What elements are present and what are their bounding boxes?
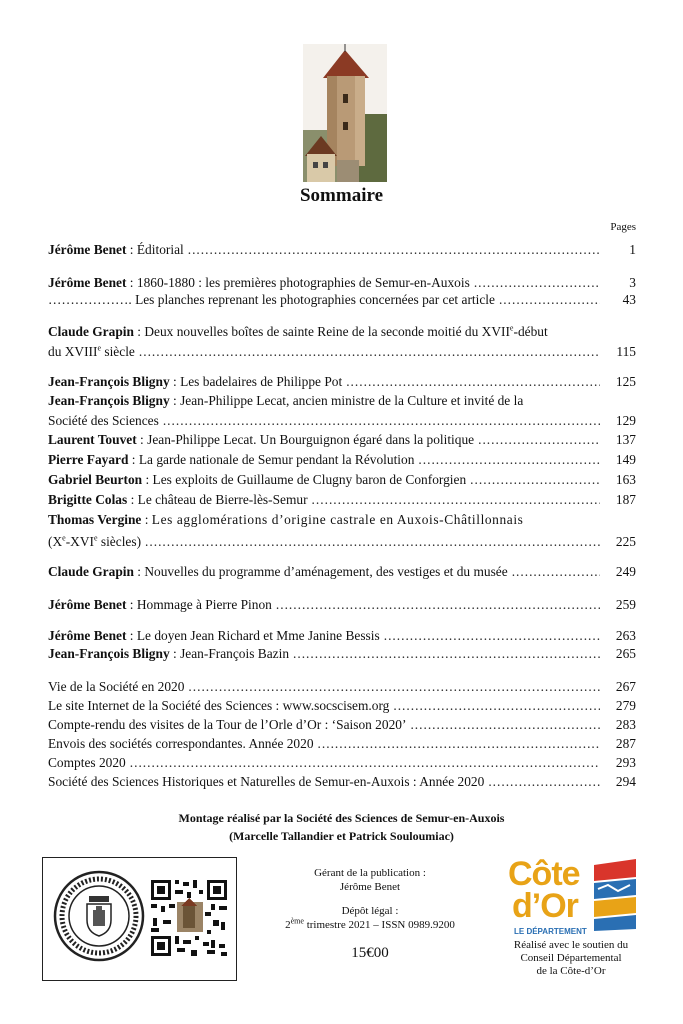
dot-leader	[470, 471, 600, 488]
entry-title-cont: siècles)	[97, 534, 142, 549]
dot-leader	[512, 563, 600, 580]
superscript: e	[93, 533, 98, 543]
entry-author: Thomas Vergine	[48, 512, 142, 527]
dot-leader	[188, 241, 600, 258]
entry-title: La garde nationale de Semur pendant la Révolution	[138, 452, 415, 467]
dot-leader	[499, 291, 600, 308]
entry-page: 294	[615, 774, 636, 789]
entry-title: Les agglomérations d’origine castrale en Auxois-Châtillonnais	[151, 512, 524, 527]
logo-line-1: Côte	[508, 855, 580, 893]
qr-code-icon[interactable]	[149, 878, 229, 958]
superscript: e	[62, 533, 66, 543]
logo-department: LE DÉPARTEMENT	[514, 927, 587, 936]
entry-title-cont: siècle	[101, 344, 135, 359]
logo-flag-icon	[594, 859, 636, 931]
toc-entry[interactable]	[48, 291, 636, 308]
dot-leader	[293, 645, 600, 662]
entry-author: Pierre Fayard	[48, 452, 129, 467]
entry-page: 187	[615, 492, 636, 507]
entry-title: Le doyen Jean Richard et Mme Janine Bessis	[136, 628, 380, 643]
dot-leader	[139, 343, 600, 360]
entry-prefix: ……………….	[48, 292, 132, 307]
credits-line-1: Montage réalisé par la Société des Sciences de Semur-en-Auxois	[178, 811, 505, 825]
entry-page: 3	[629, 275, 636, 290]
toc-entry[interactable]: Claude Grapin : Nouvelles du programme d’aménagement, des vestiges et du musée ..... 249	[48, 563, 636, 580]
dot-leader	[418, 451, 600, 468]
publication-info	[270, 866, 470, 960]
entry-title: Deux nouvelles boîtes de sainte Reine de la seconde moitié du XVII	[144, 324, 510, 339]
entry-title-cont: (X	[48, 534, 63, 549]
legal-rest: trimestre 2021 – ISSN 0989.9200	[303, 919, 455, 931]
entry-title: Nouvelles du programme d’aménagement, des vestiges et du musée	[144, 564, 508, 579]
cote-dor-logo	[508, 857, 636, 939]
entry-page: 293	[615, 755, 636, 770]
superscript: e	[509, 323, 514, 333]
entry-title: Comptes 2020	[48, 755, 126, 770]
entry-page: 287	[615, 736, 636, 751]
society-seal-icon	[53, 870, 145, 962]
superscript: ème	[290, 916, 304, 926]
entry-page: 265	[615, 646, 636, 661]
toc-entry[interactable]	[48, 754, 636, 771]
credits	[0, 809, 683, 845]
page-title: Sommaire	[299, 185, 384, 206]
manager-label: Gérant de la publication :	[314, 867, 426, 879]
toc-entry[interactable]	[48, 678, 636, 695]
entry-title: Le château de Bierre-lès-Semur	[137, 492, 308, 507]
dot-leader	[478, 431, 600, 448]
support-line-2: Conseil Départemental	[520, 952, 622, 964]
dot-leader	[410, 716, 600, 733]
entry-title: Les badelaires de Philippe Pot	[180, 374, 343, 389]
manager-name: Jérôme Benet	[339, 881, 401, 893]
entry-author: Brigitte Colas	[48, 492, 128, 507]
entry-author: Laurent Touvet	[48, 432, 137, 447]
credits-line-2: (Marcelle Tallandier et Patrick Souloumiac)	[229, 829, 454, 843]
dot-leader	[163, 412, 600, 429]
dot-leader	[384, 627, 600, 644]
entry-title-cont: du XVIII	[48, 344, 98, 359]
entry-title: Le site Internet de la Société des Sciences : www.socscisem.org	[48, 698, 390, 713]
entry-title: Jean-Philippe Lecat. Un Bourguignon égaré dans la politique	[147, 432, 475, 447]
toc-entry[interactable]	[48, 773, 636, 790]
entry-page: 279	[615, 698, 636, 713]
entry-author: Jean-François Bligny	[48, 374, 170, 389]
entry-title: Les exploits de Guillaume de Clugny baron de Conforgien	[152, 472, 467, 487]
dot-leader	[145, 533, 600, 550]
dot-leader	[393, 697, 600, 714]
toc-entry[interactable]: Brigitte Colas : Le château de Bierre-lès-Semur ..... 187	[48, 491, 636, 508]
entry-title-cont: Société des Sciences	[48, 413, 159, 428]
support-line-3: de la Côte-d’Or	[536, 965, 606, 977]
dot-leader	[488, 773, 600, 790]
entry-title-cont: -début	[513, 324, 548, 339]
entry-title: Compte-rendu des visites de la Tour de l’Orle d’Or : ‘Saison 2020’	[48, 717, 407, 732]
seal-qr-box	[42, 857, 237, 981]
entry-page: 163	[615, 472, 636, 487]
toc-entry[interactable]: Thomas Vergine : Les agglomérations d’origine castrale en Auxois-Châtillonnais (Xe-XVIe siècles) ..... 225	[48, 511, 636, 550]
dot-leader	[188, 678, 600, 695]
entry-page: 115	[616, 344, 636, 359]
superscript: e	[97, 343, 102, 353]
dot-leader	[318, 735, 600, 752]
toc-entry[interactable]	[48, 716, 636, 733]
entry-author: Jean-François Bligny	[48, 393, 170, 408]
entry-title: Vie de la Société en 2020	[48, 679, 185, 694]
entry-title: Société des Sciences Historiques et Naturelles de Semur-en-Auxois : Année 2020	[48, 774, 485, 789]
entry-page: 129	[615, 413, 636, 428]
entry-title: Envois des sociétés correspondantes. Année 2020	[48, 736, 314, 751]
entry-author: Claude Grapin	[48, 564, 134, 579]
entry-author: Jérôme Benet	[48, 597, 127, 612]
entry-author: Jérôme Benet	[48, 242, 127, 257]
entry-page: 125	[615, 374, 636, 389]
entry-page: 263	[615, 628, 636, 643]
price: 15€00	[351, 945, 389, 961]
entry-title: Les planches reprenant les photographies concernées par cet article	[135, 292, 495, 307]
entry-author: Jérôme Benet	[48, 628, 127, 643]
entry-title: 1860-1880 : les premières photographies de Semur-en-Auxois	[136, 275, 470, 290]
entry-author: Gabriel Beurton	[48, 472, 143, 487]
legal-label: Dépôt légal :	[341, 905, 399, 917]
entry-title: Éditorial	[136, 242, 184, 257]
legal-info	[270, 918, 470, 932]
entry-title: Jean-Philippe Lecat, ancien ministre de la Culture et invité de la	[180, 393, 524, 408]
toc-entry[interactable]: Pierre Fayard : La garde nationale de Semur pendant la Révolution ..... 149	[48, 451, 636, 468]
entry-author: Jean-François Bligny	[48, 646, 170, 661]
tower-photo	[303, 44, 387, 182]
entry-page: 267	[615, 679, 636, 694]
entry-page: 225	[615, 534, 636, 549]
toc-entry[interactable]: Laurent Touvet : Jean-Philippe Lecat. Un Bourguignon égaré dans la politique ..... 137	[48, 431, 636, 448]
entry-title: Hommage à Pierre Pinon	[136, 597, 272, 612]
toc-entry[interactable]: Jérôme Benet : 1860-1880 : les premières photographies de Semur-en-Auxois ..... 3	[48, 274, 636, 291]
dot-leader	[474, 274, 600, 291]
toc-entry[interactable]	[48, 697, 636, 714]
toc-entry[interactable]: Jean-François Bligny : Les badelaires de Philippe Pot ..... 125	[48, 373, 636, 390]
support-credit	[496, 939, 646, 978]
entry-page: 249	[615, 564, 636, 579]
dot-leader	[312, 491, 600, 508]
entry-author: Jérôme Benet	[48, 275, 127, 290]
toc-entry[interactable]: Gabriel Beurton : Les exploits de Guillaume de Clugny baron de Conforgien ..... 163	[48, 471, 636, 488]
toc-entry[interactable]: Jérôme Benet : Hommage à Pierre Pinon ..... 259	[48, 596, 636, 613]
entry-title-cont: -XVI	[65, 534, 94, 549]
toc-entry[interactable]: Claude Grapin : Deux nouvelles boîtes de sainte Reine de la seconde moitié du XVIIe-début du XVIIIe siècle ..... 115	[48, 323, 636, 360]
toc-entry[interactable]	[48, 735, 636, 752]
toc-entry[interactable]: Jean-François Bligny : Jean-François Bazin ..... 265	[48, 645, 636, 662]
logo-line-2: d’Or	[512, 887, 578, 925]
dot-leader	[276, 596, 600, 613]
entry-page: 43	[622, 292, 636, 307]
entry-page: 137	[615, 432, 636, 447]
dot-leader	[346, 373, 600, 390]
toc-entry[interactable]: Jérôme Benet : Le doyen Jean Richard et Mme Janine Bessis ..... 263	[48, 627, 636, 644]
support-line-1: Réalisé avec le soutien du	[513, 939, 629, 951]
legal-ordinal: 2	[285, 919, 291, 931]
toc-entry[interactable]: Jérôme Benet : Éditorial ..... 1	[48, 241, 636, 258]
entry-title: Jean-François Bazin	[180, 646, 290, 661]
dot-leader	[130, 754, 600, 771]
entry-page: 283	[615, 717, 636, 732]
entry-page: 259	[615, 597, 636, 612]
entry-page: 1	[629, 242, 636, 257]
entry-page: 149	[615, 452, 636, 467]
entry-author: Claude Grapin	[48, 324, 134, 339]
toc-entry[interactable]: Jean-François Bligny : Jean-Philippe Lecat, ancien ministre de la Culture et invité de la Société des Sciences ..... 129	[48, 392, 636, 429]
pages-column-label: Pages	[610, 221, 636, 233]
